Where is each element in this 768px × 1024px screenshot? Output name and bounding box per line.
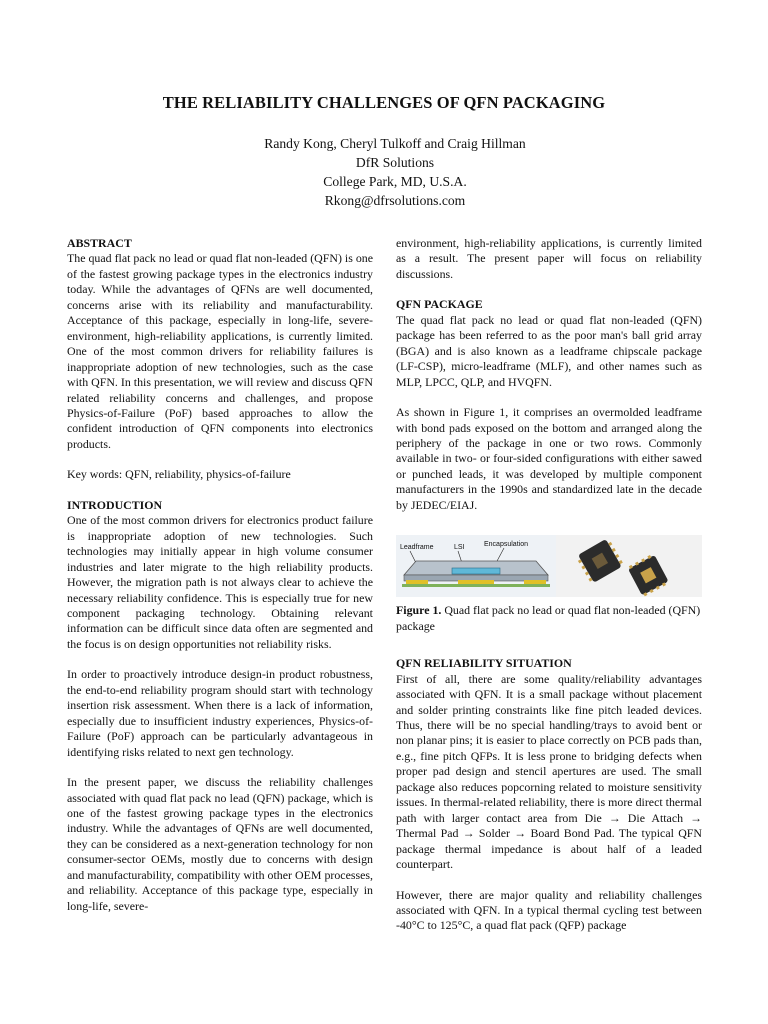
lsi-label: LSI xyxy=(454,544,465,552)
qfn-package-heading: QFN PACKAGE xyxy=(396,297,483,312)
qfn-package-paragraph-2: As shown in Figure 1, it comprises an overmolded leadframe with bond pads exposed on the bottom and arranged along the periphery of the package in one or two rows. Commonly available in two- or four-sided configurations with either sawed or punched leads, it was developed by multiple component manufacturers in the 1990s and standardized late in the decade by JEDEC/EIAJ. xyxy=(396,405,702,512)
author-organization: DfR Solutions xyxy=(355,155,435,170)
qfn-package-photo xyxy=(556,535,702,597)
author-names: Randy Kong, Cheryl Tulkoff and Craig Hillman xyxy=(264,136,526,151)
paper-title: THE RELIABILITY CHALLENGES OF QFN PACKAGING xyxy=(162,93,606,112)
reliability-paragraph-1: First of all, there are some quality/reliability advantages associated with QFN. It is a small package without placement and solder printing constraints like fine pitch leaded devices. Thus, there will be no special handling/trays to avoid bent or non planar pins; it is easier to place correctly on PCB pads than, e.g., fine pitch QFPs. It is less prone to bridging defects when proper pad design and stencil apertures are used. The small package also reduces popcorning related to moisture sensitivity issues. In thermal-related reliability, there is more direct thermal path with larger contact area from Die → Die Attach → Thermal Pad → Solder → Board Bond Pad. The typical QFN package thermal impedance is about half of a leaded counterpart. xyxy=(396,671,702,872)
right-column xyxy=(396,236,702,934)
qfn-cross-section-diagram xyxy=(396,535,556,597)
reliability-paragraph-2: However, there are major quality and reliability challenges associated with QFN. In a typical thermal cycling test between -40°C to 125°C, a quad flat pack (QFP) package xyxy=(396,887,702,933)
author-block xyxy=(0,134,768,210)
figure-1-caption-text: Quad flat pack no lead or quad flat non-leaded (QFN) package xyxy=(396,603,701,633)
introduction-paragraph-2: In order to proactively introduce design-in product robustness, the end-to-end reliability program should start with technology insertion risk assessment. When there is a lack of information, especially due to insufficient industry experiences, Physics-of-Failure (PoF) approach can be particularly advantageous in identifying risks related to next gen technology. xyxy=(67,667,373,759)
figure-1-caption-label: Figure 1. xyxy=(396,603,442,618)
qfn-package-paragraph-1: The quad flat pack no lead or quad flat non-leaded (QFN) package has been referred to as the poor man's ball grid array (BGA) and is also known as a leadframe chipscale package (LF-CSP), micro-leadframe (MLF), and other names such as MLP, LPCC, QLP, and HVQFN. xyxy=(396,312,702,389)
abstract-heading: ABSTRACT xyxy=(67,236,132,250)
introduction-heading: INTRODUCTION xyxy=(67,497,163,512)
reliability-heading: QFN RELIABILITY SITUATION xyxy=(396,656,572,671)
figure-1 xyxy=(396,535,702,597)
author-email: Rkong@dfrsolutions.com xyxy=(324,193,466,208)
leadframe-label: Leadframe xyxy=(400,544,434,552)
encapsulation-label: Encapsulation xyxy=(484,541,528,549)
introduction-paragraph-3: In the present paper, we discuss the reliability challenges associated with quad flat pack no lead (QFN) package, which is one of the fastest growing package types in the electronics industry. While the advantages of QFNs are well documented, they can be considered as a next-generation technology for non consumer-sector OEMs, mostly due to concerns with design and manufacturability, compatibility with other OEM processes, and reliability. Acceptance of this package type, especially in long-life, severe- xyxy=(67,775,373,913)
keywords: Key words: QFN, reliability, physics-of-failure xyxy=(67,467,291,482)
introduction-paragraph-3-continued: environment, high-reliability applications, is currently limited as a result. The present paper will focus on reliability discussions. xyxy=(396,236,702,281)
author-location: College Park, MD, U.S.A. xyxy=(323,174,467,189)
abstract-text: The quad flat pack no lead or quad flat non-leaded (QFN) is one of the fastest growing package types in the electronics industry today. While the advantages of QFNs are well documented, concerns arise with its reliability and manufacturability. Acceptance of this package, especially in long-life, severe-environment, high-reliability applications, is currently limited. One of the most common drivers for reliability failures is inappropriate adoption of new technologies, such as the case with QFN. In this presentation, we will review and discuss QFN related reliability concerns and challenges, and propose Physics-of-Failure (PoF) based approaches to allow the confident introduction of QFN components into electronics products. xyxy=(67,251,373,451)
left-column xyxy=(67,236,373,914)
figure-1-caption xyxy=(396,603,702,634)
introduction-paragraph-1: One of the most common drivers for electronics product failure is inappropriate adoption of new technologies. Such technologies may initially appear in high volume consumer industries and later migrate to the high reliability products. However, the migration path is not always clear to achieve the necessary reliability confidence. This is especially true for new component packaging technology. Obtaining relevant information can be difficult since data often are segmented and the focus is on design opportunities not reliability risks. xyxy=(67,513,373,651)
